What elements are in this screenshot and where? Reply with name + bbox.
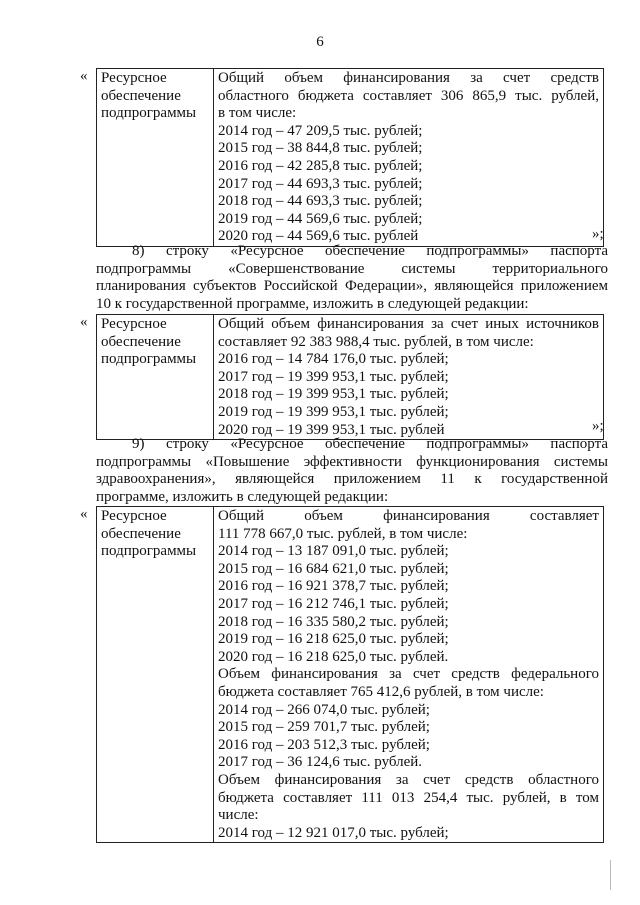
content-line: 2014 год – 47 209,5 тыс. рублей; [218,122,423,139]
content-line: 2014 год – 13 187 091,0 тыс. рублей; [218,543,449,560]
content-line: 2019 год – 19 399 953,1 тыс. рублей; [218,403,449,420]
content-line: 111 778 667,0 тыс. рублей, в том числе: [218,525,468,542]
content-line: 2016 год – 203 512,3 тыс. рублей; [218,736,430,753]
opening-quote: « [80,506,88,522]
content-line: 2018 год – 44 693,3 тыс. рублей; [218,193,423,210]
content-line: в том числе: [218,105,297,122]
content-line: 2020 год – 19 399 953,1 тыс. рублей [218,421,445,438]
content-line: 2014 год – 266 074,0 тыс. рублей; [218,701,430,718]
resource-table-2 [96,314,604,440]
table-content-cell [214,315,604,440]
paragraph-line: программе, изложить в следующей редакции: [96,488,389,505]
label-line: Ресурсное [101,508,167,524]
table-content-cell [214,69,604,247]
content-line: 2017 год – 16 212 746,1 тыс. рублей; [218,595,449,612]
paragraph-9 [96,436,608,506]
label-line: обеспечение [101,87,181,104]
table-label-cell [97,315,214,440]
table-label-cell [97,507,214,843]
content-line: 2018 год – 16 335 580,2 тыс. рублей; [218,613,449,630]
content-line: 2016 год – 16 921 378,7 тыс. рублей; [218,578,449,595]
paragraph-line: 10 к государственной программе, изложить в следующей редакции: [96,295,529,312]
resource-table-1 [96,68,604,247]
paragraph-line: 8) строку «Ресурсное обеспечение подпрограммы» паспорта [132,243,608,259]
content-line: 2017 год – 19 399 953,1 тыс. рублей; [218,368,449,385]
table-label-cell [97,69,214,247]
paragraph-8 [96,243,608,313]
content-line: 2015 год – 38 844,8 тыс. рублей; [218,140,423,157]
paragraph-line: планирования субъектов Российской Федерации», являющейся приложением [96,278,608,295]
content-line: 2016 год – 14 784 176,0 тыс. рублей; [218,351,449,368]
label-line: подпрограммы [101,351,197,368]
content-line: Общий объем финансирования за счет средств [218,70,599,86]
content-line: Объем финансирования за счет средств областного [218,771,599,788]
paragraph-line: подпрограммы «Повышение эффективности функционирования системы [96,453,608,470]
content-line: 2017 год – 44 693,3 тыс. рублей; [218,175,423,192]
content-line: 2016 год – 42 285,8 тыс. рублей; [218,157,423,174]
resource-table-3 [96,506,604,843]
content-line: 2015 год – 259 701,7 тыс. рублей; [218,719,430,736]
opening-quote: « [80,314,88,330]
content-line: бюджета составляет 111 013 254,4 тыс. рублей, в том [218,789,599,806]
content-line: числе: [218,807,259,824]
content-line: составляет 92 383 988,4 тыс. рублей, в том числе: [218,333,534,350]
content-line: 2017 год – 36 124,6 тыс. рублей. [218,754,423,771]
label-line: подпрограммы [101,543,197,560]
content-line: 2020 год – 16 218 625,0 тыс. рублей. [218,648,449,665]
content-line: 2019 год – 44 569,6 тыс. рублей; [218,210,423,227]
label-line: обеспечение [101,525,181,542]
content-line: 2018 год – 19 399 953,1 тыс. рублей; [218,386,449,403]
label-line: обеспечение [101,333,181,350]
label-line: подпрограммы [101,105,197,122]
content-line: областного бюджета составляет 306 865,9 тыс. рублей, [218,87,599,104]
content-line: Общий объем финансирования за счет иных источников [218,316,599,332]
paragraph-line: 9) строку «Ресурсное обеспечение подпрограммы» паспорта [132,436,608,452]
paragraph-line: подпрограммы «Совершенствование системы территориального [96,260,608,277]
page-number: 6 [316,34,324,50]
closing-quote: »; [592,418,604,434]
content-line: Объем финансирования за счет средств федерального [218,666,599,683]
content-line: 2020 год – 44 569,6 тыс. рублей [218,228,419,245]
table-content-cell [214,507,604,843]
label-line: Ресурсное [101,316,167,332]
label-line: Ресурсное [101,70,167,86]
paragraph-line: здравоохранения», являющейся приложением 11 к государственной [96,471,608,488]
content-line: Общий объем финансирования составляет [218,508,599,524]
scan-artifact-line [610,860,611,890]
content-line: 2015 год – 16 684 621,0 тыс. рублей; [218,560,449,577]
content-line: бюджета составляет 765 412,6 рублей, в том числе: [218,683,544,700]
content-line: 2019 год – 16 218 625,0 тыс. рублей; [218,631,449,648]
content-line: 2014 год – 12 921 017,0 тыс. рублей; [218,824,449,841]
closing-quote: »; [592,226,604,242]
opening-quote: « [80,68,88,84]
